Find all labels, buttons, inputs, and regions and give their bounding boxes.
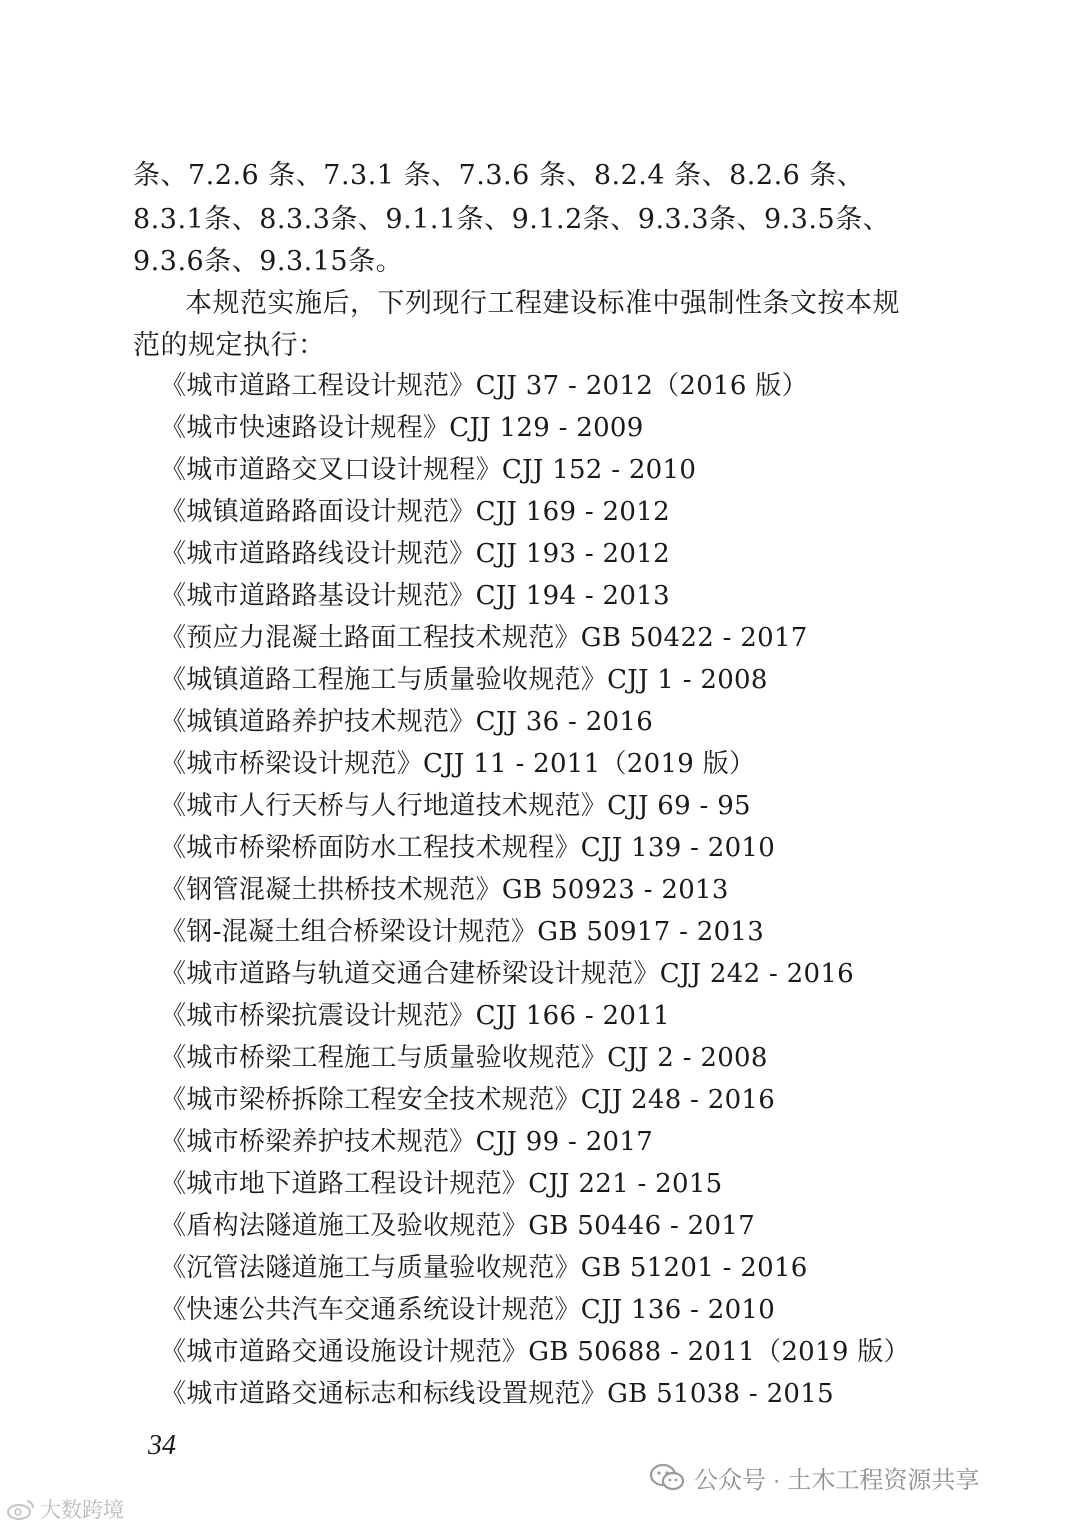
weibo-icon bbox=[6, 1497, 36, 1521]
standard-item: 《沉管法隧道施工与质量验收规范》GB 51201 - 2016 bbox=[160, 1253, 808, 1283]
standard-item: 《城市桥梁桥面防水工程技术规程》CJJ 139 - 2010 bbox=[160, 833, 776, 863]
standard-item: 《城市道路交通标志和标线设置规范》GB 51038 - 2015 bbox=[160, 1379, 834, 1409]
standard-item: 《城市道路交通设施设计规范》GB 50688 - 2011（2019 版） bbox=[160, 1337, 910, 1367]
standard-item: 《城市桥梁养护技术规范》CJJ 99 - 2017 bbox=[160, 1127, 654, 1157]
standard-item: 《城市桥梁抗震设计规范》CJJ 166 - 2011 bbox=[160, 1001, 670, 1031]
clause-line: 8.3.1条、8.3.3条、9.1.1条、9.1.2条、9.3.3条、9.3.5条、 bbox=[133, 204, 891, 235]
standard-item: 《城镇道路路面设计规范》CJJ 169 - 2012 bbox=[160, 497, 670, 527]
standard-item: 《城镇道路养护技术规范》CJJ 36 - 2016 bbox=[160, 707, 654, 737]
clause-line: 条、7.2.6 条、7.3.1 条、7.3.6 条、8.2.4 条、8.2.6 条、 bbox=[133, 160, 865, 191]
standard-item: 《城市桥梁设计规范》CJJ 11 - 2011（2019 版） bbox=[160, 749, 756, 779]
standard-item: 《城市道路路基设计规范》CJJ 194 - 2013 bbox=[160, 581, 670, 611]
standard-item: 《钢-混凝土组合桥梁设计规范》GB 50917 - 2013 bbox=[160, 917, 765, 947]
standard-item: 《城镇道路工程施工与质量验收规范》CJJ 1 - 2008 bbox=[160, 665, 768, 695]
standard-item: 《城市道路交叉口设计规程》CJJ 152 - 2010 bbox=[160, 455, 697, 485]
intro-line-2: 范的规定执行： bbox=[133, 330, 326, 361]
standard-item: 《城市道路工程设计规范》CJJ 37 - 2012（2016 版） bbox=[160, 371, 808, 401]
standard-item: 《钢管混凝土拱桥技术规范》GB 50923 - 2013 bbox=[160, 875, 729, 905]
standard-item: 《城市桥梁工程施工与质量验收规范》CJJ 2 - 2008 bbox=[160, 1043, 768, 1073]
wechat-icon bbox=[648, 1462, 686, 1494]
standard-item: 《城市快速路设计规程》CJJ 129 - 2009 bbox=[160, 413, 644, 443]
standard-item: 《城市道路与轨道交通合建桥梁设计规范》CJJ 242 - 2016 bbox=[160, 959, 855, 989]
standard-item: 《城市梁桥拆除工程安全技术规范》CJJ 248 - 2016 bbox=[160, 1085, 776, 1115]
standard-item: 《城市人行天桥与人行地道技术规范》CJJ 69 - 95 bbox=[160, 791, 751, 821]
standard-item: 《盾构法隧道施工及验收规范》GB 50446 - 2017 bbox=[160, 1211, 756, 1241]
watermark-left-text: 大数跨境 bbox=[40, 1499, 124, 1522]
standard-item: 《城市道路路线设计规范》CJJ 193 - 2012 bbox=[160, 539, 670, 569]
watermark-right bbox=[648, 1460, 979, 1495]
intro-line-1: 本规范实施后，下列现行工程建设标准中强制性条文按本规 bbox=[185, 288, 900, 319]
watermark-left bbox=[6, 1494, 124, 1524]
standard-item: 《城市地下道路工程设计规范》CJJ 221 - 2015 bbox=[160, 1169, 723, 1199]
clause-line: 9.3.6条、9.3.15条。 bbox=[133, 246, 404, 277]
standard-item: 《预应力混凝土路面工程技术规范》GB 50422 - 2017 bbox=[160, 623, 808, 653]
standard-item: 《快速公共汽车交通系统设计规范》CJJ 136 - 2010 bbox=[160, 1295, 776, 1325]
page-number: 34 bbox=[148, 1430, 176, 1461]
watermark-right-text: 公众号 · 土木工程资源共享 bbox=[694, 1467, 980, 1494]
